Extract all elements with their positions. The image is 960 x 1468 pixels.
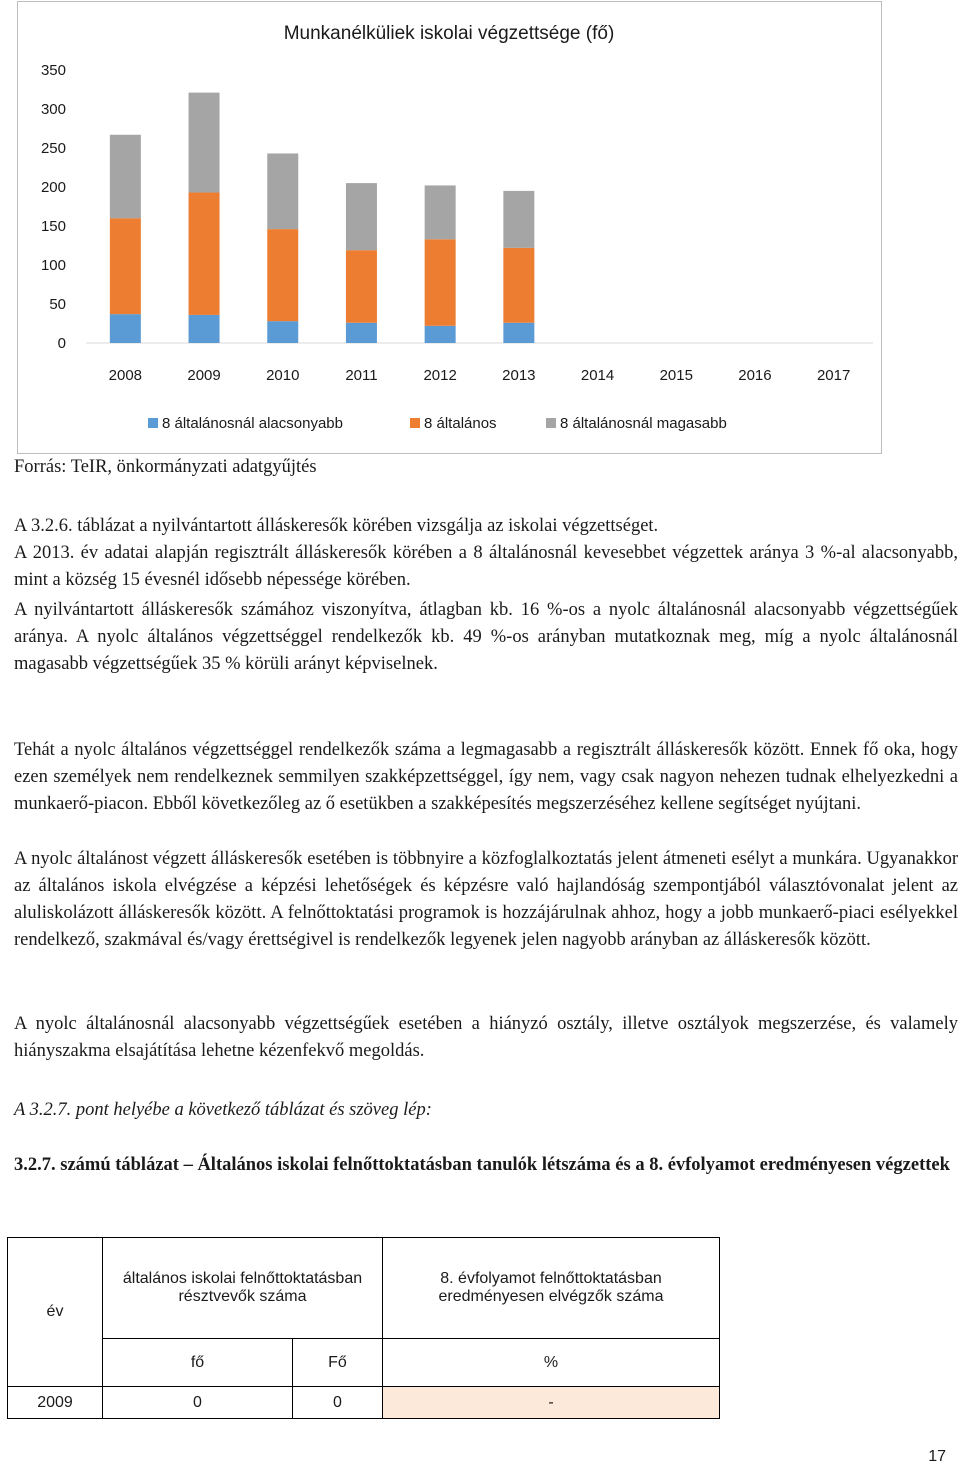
header-participants: általános iskolai felnőttoktatásban résztvevők száma (103, 1238, 383, 1339)
row-percent: - (383, 1387, 720, 1419)
chart-container (17, 1, 882, 454)
bar-segment (425, 326, 456, 343)
unit-participants: fő (103, 1339, 293, 1387)
paragraph-3: A nyilvántartott álláskeresők számához viszonyítva, átlagban kb. 16 %-os a nyolc általánosnál alacsonyabb végzettségűek aránya. A nyolc általános végzettséggel rendelkezők kb. 49 %-os arányban mutatkoznak meg, míg a nyolc általánosnál magasabb végzettségűek 35 % körüli arányt képviselnek. (14, 600, 958, 674)
y-tick-label: 300 (40, 101, 66, 118)
row-participants: 0 (103, 1387, 293, 1419)
legend-label: 8 általánosnál alacsonyabb (162, 415, 343, 432)
bar-segment (503, 248, 534, 323)
bar-segment (267, 321, 298, 343)
legend-label: 8 általános (424, 415, 497, 432)
row-completed: 0 (293, 1387, 383, 1419)
unit-percent: % (383, 1339, 720, 1387)
y-tick-label: 250 (40, 140, 66, 157)
x-tick-label: 2015 (659, 367, 693, 384)
bar-segment (189, 315, 220, 343)
bar-segment (503, 191, 534, 248)
paragraph-6: A nyolc általánosnál alacsonyabb végzettségűek esetében a hiányzó osztály, illetve osztályok megszerzése, és valamely hiányszakma elsajátítása lehetne kézenfekvő megoldás. (14, 1014, 958, 1061)
legend-swatch (410, 418, 420, 428)
bar-segment (189, 192, 220, 314)
legend-label: 8 általánosnál magasabb (560, 415, 727, 432)
x-tick-label: 2017 (816, 367, 851, 384)
italic-note: A 3.2.7. pont helyébe a következő táblázat és szöveg lép: (14, 1100, 432, 1120)
bar-segment (346, 250, 377, 323)
paragraph-1: A 3.2.6. táblázat a nyilvántartott álláskeresők körében vizsgálja az iskolai végzettséget. (14, 516, 659, 536)
header-year: év (8, 1238, 103, 1387)
bar-segment (425, 239, 456, 326)
y-tick-label: 0 (57, 335, 66, 352)
bar-segment (110, 218, 141, 314)
x-tick-label: 2008 (108, 367, 143, 384)
x-tick-label: 2009 (187, 367, 221, 384)
y-tick-label: 50 (49, 296, 66, 313)
y-tick-label: 200 (40, 179, 66, 196)
adult-education-table (7, 1237, 720, 1419)
paragraph-2: A 2013. év adatai alapján regisztrált álláskeresők körében a 8 általánosnál kevesebbet végzettek aránya 3 %-al alacsonyabb, mint a község 15 évesnél idősebb népessége körében. (14, 543, 958, 590)
x-tick-label: 2012 (423, 367, 457, 384)
bar-segment (346, 183, 377, 250)
row-year: 2009 (8, 1387, 103, 1419)
bar-segment (189, 93, 220, 193)
legend-swatch (148, 418, 158, 428)
x-tick-label: 2013 (502, 367, 536, 384)
bar-segment (346, 323, 377, 343)
paragraph-4: Tehát a nyolc általános végzettséggel rendelkezők száma a legmagasabb a regisztrált álláskeresők között. Ennek fő oka, hogy ezen személyek nem rendelkeznek semmilyen szakképzettséggel, így nem, vagy csak nagyon nehezen tudnak elhelyezkedni a munkaerő-piacon. Ebből következőleg az ő esetükben a szakképesítés megszerzéséhez kellene segítséget nyújtani. (14, 740, 958, 814)
chart-title: Munkanélküliek iskolai végzettsége (fő) (283, 23, 615, 44)
stacked-bar-chart (18, 2, 883, 455)
unit-completed: Fő (293, 1339, 383, 1387)
bar-segment (503, 323, 534, 343)
y-tick-label: 150 (40, 218, 66, 235)
bar-segment (425, 185, 456, 239)
chart-source: Forrás: TeIR, önkormányzati adatgyűjtés (14, 457, 317, 477)
paragraph-5: A nyolc általánost végzett álláskeresők esetében is többnyire a közfoglalkoztatás jelent átmeneti esélyt a munkára. Ugyanakkor az általános iskola elvégzése a képzési lehetőségek és képzésre való hajlandóság szempontjából választóvonalat jelent az aluliskolázott álláskeresők között. A felnőttoktatási programok is hozzájárulnak ahhoz, hogy a jobb munkaerő-piaci esélyekkel rendelkező, szakmával és/vagy érettségivel is rendelkezők legyenek jelen nagyobb arányban az álláskeresők között. (14, 849, 958, 950)
x-tick-label: 2010 (266, 367, 300, 384)
bar-segment (110, 135, 141, 218)
y-tick-label: 350 (40, 62, 66, 79)
legend-swatch (546, 418, 556, 428)
bar-segment (267, 229, 298, 321)
table-title: 3.2.7. számú táblázat – Általános iskolai felnőttoktatásban tanulók létszáma és a 8. évfolyamot eredményesen végzettek (14, 1155, 950, 1175)
header-completed: 8. évfolyamot felnőttoktatásban eredményesen elvégzők száma (383, 1238, 720, 1339)
x-tick-label: 2016 (738, 367, 772, 384)
x-tick-label: 2011 (345, 367, 378, 384)
y-tick-label: 100 (40, 257, 66, 274)
x-tick-label: 2014 (580, 367, 615, 384)
page-number: 17 (928, 1448, 946, 1465)
bar-segment (110, 314, 141, 343)
bar-segment (267, 153, 298, 229)
